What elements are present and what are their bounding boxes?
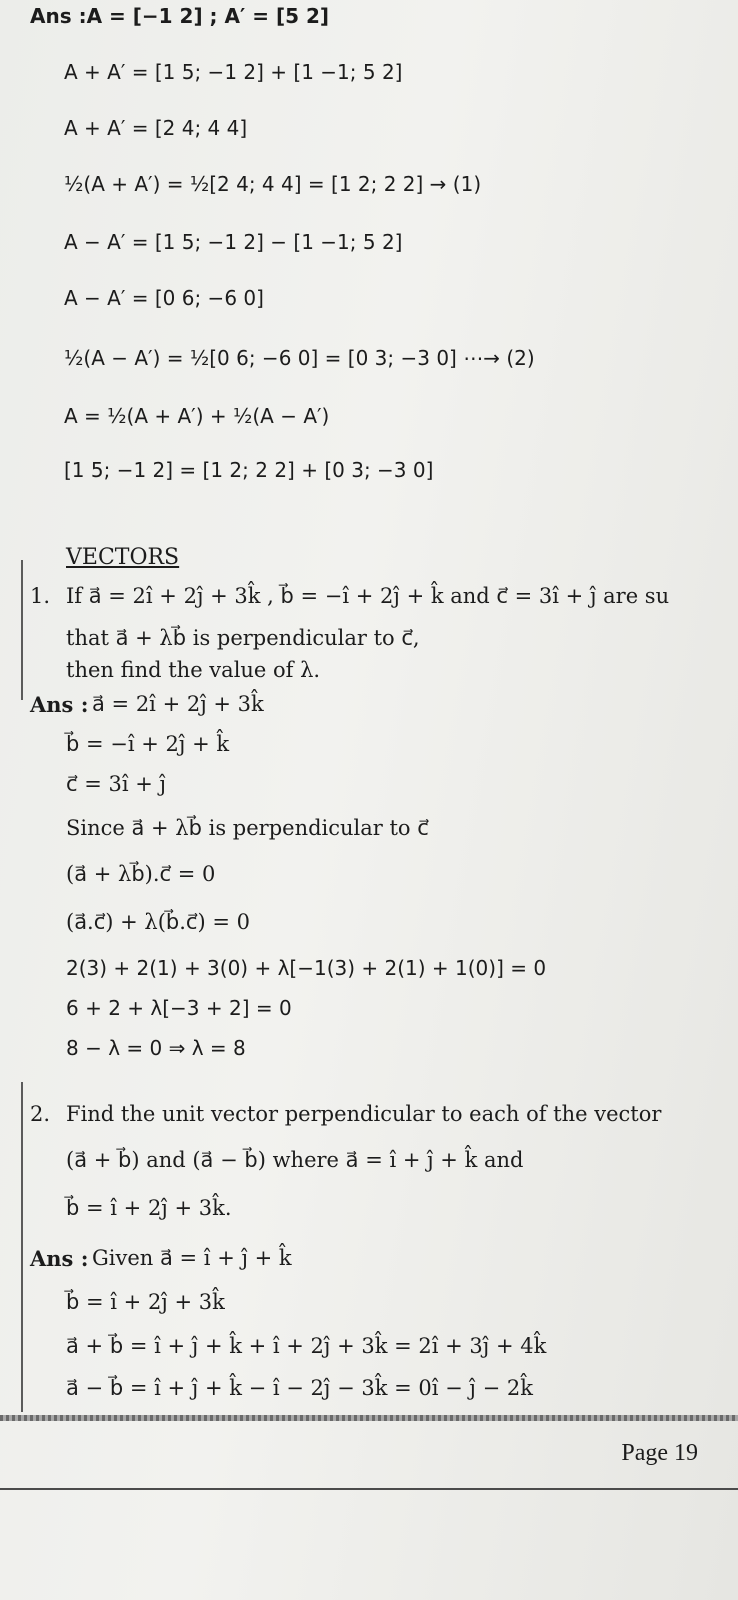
answer-line: Given a⃗ = î + ĵ + k̂ <box>92 1246 292 1270</box>
question-number: 1. <box>30 584 51 608</box>
question-text: Find the unit vector perpendicular to each of the vector <box>66 1102 662 1126</box>
question-text: that a⃗ + λb⃗ is perpendicular to c⃗, <box>66 626 420 650</box>
answer-line: Since a⃗ + λb⃗ is perpendicular to c⃗ <box>66 816 429 840</box>
answer-line: 2(3) + 2(1) + 3(0) + λ[−1(3) + 2(1) + 1(0)] = 0 <box>66 956 547 980</box>
matrix-line: [1 5; −1 2] = [1 2; 2 2] + [0 3; −3 0] <box>64 458 434 482</box>
matrix-line: ½(A + A′) = ½[2 4; 4 4] = [1 2; 2 2] → (1) <box>64 172 482 196</box>
matrix-line: A = ½(A + A′) + ½(A − A′) <box>64 404 330 428</box>
answer-line: a⃗ + b⃗ = î + ĵ + k̂ + î + 2ĵ + 3k̂ = 2î + 3ĵ + 4k̂ <box>66 1334 547 1358</box>
question-text: b⃗ = î + 2ĵ + 3k̂. <box>66 1196 232 1220</box>
footer-rule <box>0 1488 738 1490</box>
matrix-line: A − A′ = [0 6; −6 0] <box>64 286 264 310</box>
margin-rule <box>21 1082 23 1412</box>
answer-line: a⃗ − b⃗ = î + ĵ + k̂ − î − 2ĵ − 3k̂ = 0î − ĵ − 2k̂ <box>66 1376 533 1400</box>
matrix-line: ½(A − A′) = ½[0 6; −6 0] = [0 3; −3 0] ⋯→ (2) <box>64 346 535 370</box>
answer-line: a⃗ = 2î + 2ĵ + 3k̂ <box>92 692 264 716</box>
question-number: 2. <box>30 1102 51 1126</box>
answer-line: b⃗ = î + 2ĵ + 3k̂ <box>66 1290 225 1314</box>
answer-label: Ans : <box>30 692 89 717</box>
answer-line: c⃗ = 3î + ĵ <box>66 772 167 796</box>
answer-line: 6 + 2 + λ[−3 + 2] = 0 <box>66 996 292 1020</box>
matrix-line: A + A′ = [2 4; 4 4] <box>64 116 248 140</box>
answer-line: 8 − λ = 0 ⇒ λ = 8 <box>66 1036 246 1060</box>
answer-line: (a⃗.c⃗) + λ(b⃗.c⃗) = 0 <box>66 910 250 934</box>
question-text: (a⃗ + b⃗) and (a⃗ − b⃗) where a⃗ = î + ĵ + k̂ and <box>66 1148 524 1172</box>
margin-rule <box>21 560 23 700</box>
page-number: Page 19 <box>621 1440 698 1466</box>
answer-line: b⃗ = −î + 2ĵ + k̂ <box>66 732 230 756</box>
answer-label: Ans : <box>30 1246 89 1271</box>
answer-line: (a⃗ + λb⃗).c⃗ = 0 <box>66 862 216 886</box>
footer-border <box>0 1415 738 1421</box>
matrix-line: A − A′ = [1 5; −1 2] − [1 −1; 5 2] <box>64 230 403 254</box>
matrix-line: A + A′ = [1 5; −1 2] + [1 −1; 5 2] <box>64 60 403 84</box>
question-text: then find the value of λ. <box>66 658 321 682</box>
question-text: If a⃗ = 2î + 2ĵ + 3k̂ , b⃗ = −î + 2ĵ + k̂ and c⃗ = 3î + ĵ are su <box>66 584 670 608</box>
section-heading: VECTORS <box>66 545 180 570</box>
matrix-line: Ans :A = [−1 2] ; A′ = [5 2] <box>30 4 330 28</box>
